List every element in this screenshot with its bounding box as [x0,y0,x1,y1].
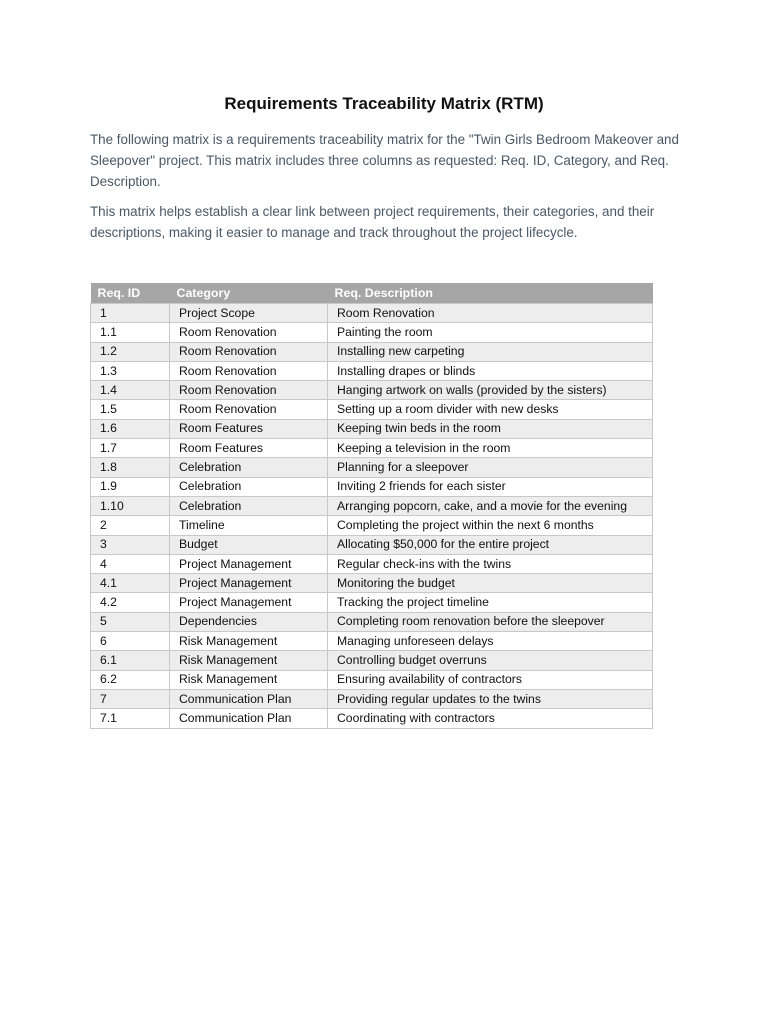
req-description-cell: Controlling budget overruns [328,651,653,670]
table-row [91,516,653,535]
table-row [91,593,653,612]
req-id-cell: 1.7 [91,439,170,458]
table-row [91,304,653,323]
table-row [91,419,653,438]
table-row [91,400,653,419]
category-cell: Room Renovation [170,361,328,380]
table-row [91,709,653,728]
table-row [91,689,653,708]
req-id-cell: 1.2 [91,342,170,361]
req-description-cell: Completing room renovation before the sleepover [328,612,653,631]
req-id-cell: 3 [91,535,170,554]
req-description-cell: Planning for a sleepover [328,458,653,477]
category-cell: Project Management [170,554,328,573]
category-cell: Room Renovation [170,342,328,361]
table-row [91,554,653,573]
req-description-cell: Keeping a television in the room [328,439,653,458]
req-id-cell: 6.1 [91,651,170,670]
req-id-cell: 1.1 [91,323,170,342]
category-cell: Room Renovation [170,323,328,342]
rtm-table [90,283,653,729]
req-description-cell: Keeping twin beds in the room [328,419,653,438]
req-id-cell: 6.2 [91,670,170,689]
req-id-cell: 1.3 [91,361,170,380]
req-description-cell: Monitoring the budget [328,574,653,593]
req-description-cell: Tracking the project timeline [328,593,653,612]
table-header-row [91,283,653,304]
req-id-cell: 7 [91,689,170,708]
req-id-cell: 1.8 [91,458,170,477]
category-cell: Project Management [170,593,328,612]
table-body [91,304,653,729]
table-row [91,651,653,670]
purpose-paragraph: This matrix helps establish a clear link between project requirements, their categories, and their descriptions, making it easier to manage and track throughout the project lifecycle. [90,204,655,240]
req-id-cell: 4.1 [91,574,170,593]
category-cell: Room Features [170,419,328,438]
req-id-cell: 1 [91,304,170,323]
page-title: Requirements Traceability Matrix (RTM) [224,94,544,113]
category-cell: Celebration [170,458,328,477]
req-description-cell: Completing the project within the next 6 months [328,516,653,535]
table-row [91,477,653,496]
table-row [91,632,653,651]
table-row [91,342,653,361]
table-row [91,439,653,458]
table-row [91,496,653,515]
req-id-cell: 2 [91,516,170,535]
category-cell: Project Management [170,574,328,593]
category-cell: Room Renovation [170,381,328,400]
category-cell: Risk Management [170,670,328,689]
table-row [91,574,653,593]
category-cell: Budget [170,535,328,554]
category-cell: Room Renovation [170,400,328,419]
req-description-cell: Providing regular updates to the twins [328,689,653,708]
req-description-cell: Installing new carpeting [328,342,653,361]
req-id-cell: 6 [91,632,170,651]
req-description-cell: Inviting 2 friends for each sister [328,477,653,496]
category-cell: Celebration [170,496,328,515]
req-description-cell: Painting the room [328,323,653,342]
category-cell: Dependencies [170,612,328,631]
header-req-id: Req. ID [91,283,170,304]
category-cell: Communication Plan [170,689,328,708]
req-id-cell: 1.5 [91,400,170,419]
table-row [91,458,653,477]
table-row [91,361,653,380]
table-row [91,535,653,554]
req-description-cell: Allocating $50,000 for the entire project [328,535,653,554]
req-description-cell: Installing drapes or blinds [328,361,653,380]
req-description-cell: Coordinating with contractors [328,709,653,728]
category-cell: Timeline [170,516,328,535]
req-id-cell: 1.6 [91,419,170,438]
category-cell: Project Scope [170,304,328,323]
req-description-cell: Managing unforeseen delays [328,632,653,651]
req-id-cell: 4.2 [91,593,170,612]
req-id-cell: 5 [91,612,170,631]
header-category: Category [170,283,328,304]
req-description-cell: Arranging popcorn, cake, and a movie for the evening [328,496,653,515]
category-cell: Risk Management [170,632,328,651]
req-id-cell: 4 [91,554,170,573]
req-description-cell: Setting up a room divider with new desks [328,400,653,419]
header-req-description: Req. Description [328,283,653,304]
intro-paragraph: The following matrix is a requirements traceability matrix for the "Twin Girls Bedroom Makeover and Sleepover" project. This matrix includes three columns as requested: Req. ID, Category, and Req. Description. [90,132,679,189]
req-description-cell: Regular check-ins with the twins [328,554,653,573]
table-row [91,323,653,342]
table-row [91,381,653,400]
req-description-cell: Hanging artwork on walls (provided by the sisters) [328,381,653,400]
table-row [91,670,653,689]
req-id-cell: 7.1 [91,709,170,728]
req-id-cell: 1.10 [91,496,170,515]
req-description-cell: Room Renovation [328,304,653,323]
table-row [91,612,653,631]
req-id-cell: 1.9 [91,477,170,496]
category-cell: Communication Plan [170,709,328,728]
req-id-cell: 1.4 [91,381,170,400]
category-cell: Risk Management [170,651,328,670]
category-cell: Room Features [170,439,328,458]
req-description-cell: Ensuring availability of contractors [328,670,653,689]
category-cell: Celebration [170,477,328,496]
